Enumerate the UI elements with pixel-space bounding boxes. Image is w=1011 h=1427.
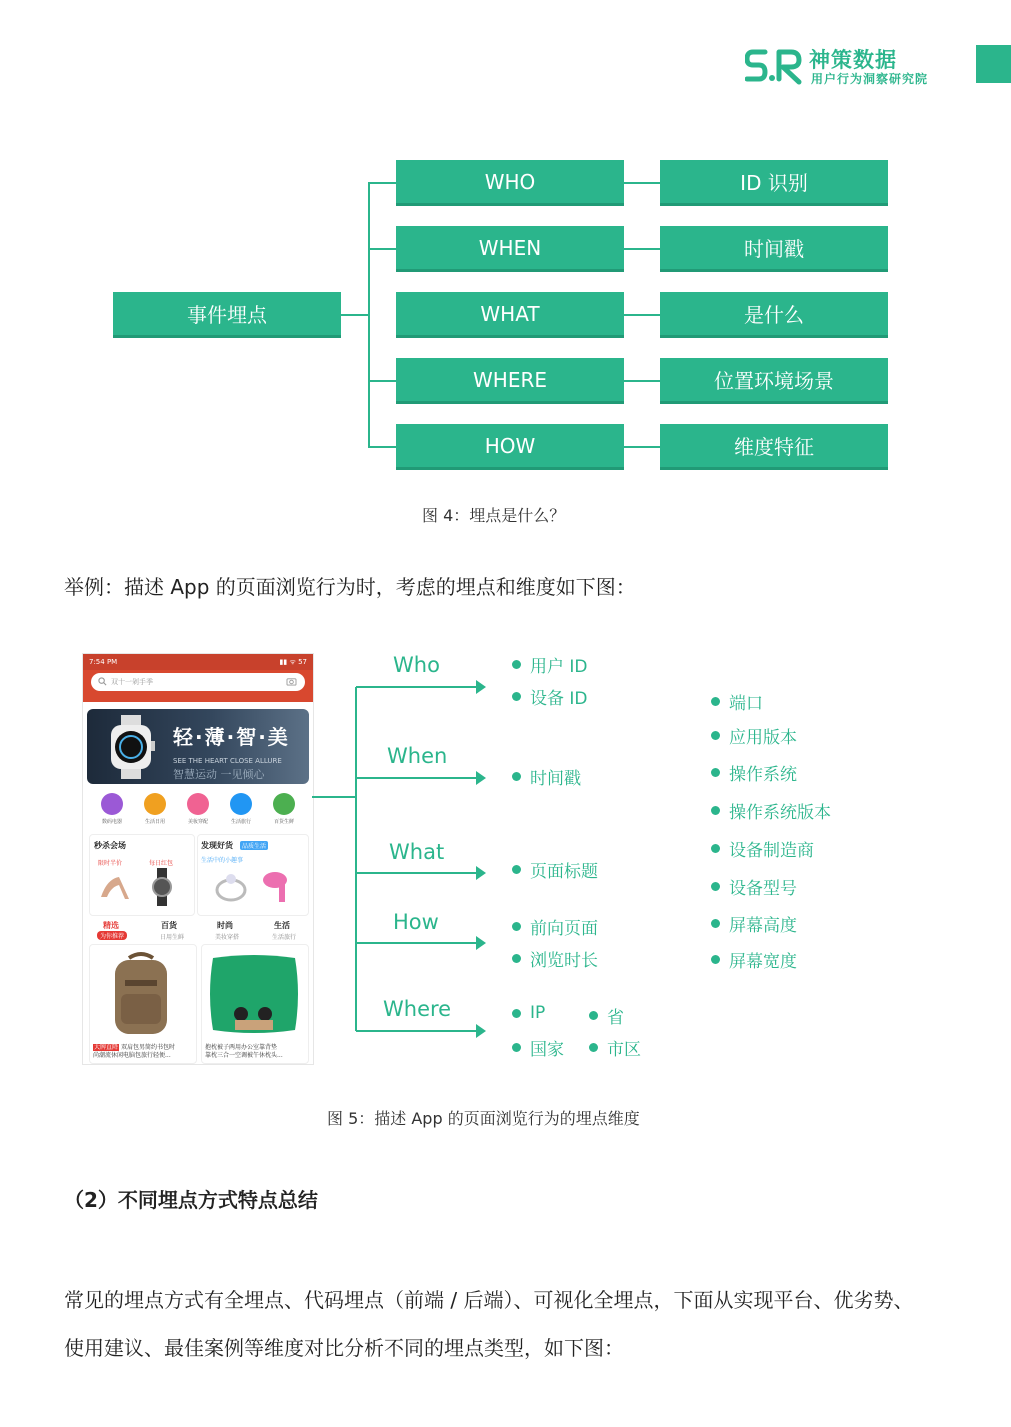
tab-fashion-sub: 美妆穿搭 — [215, 934, 240, 941]
node-id-identify: ID 识别 — [660, 160, 888, 206]
node-where: WHERE — [396, 358, 624, 404]
high-heel-icon — [97, 869, 133, 905]
item-text: 端口 — [729, 694, 763, 714]
item-text: 设备 ID — [530, 689, 588, 709]
beauty-icon — [187, 793, 209, 815]
item-page-title — [512, 857, 598, 882]
ring-icon — [213, 870, 249, 904]
tab-featured-sub: 为你推荐 — [97, 931, 127, 940]
root-node-box: 事件埋点 — [113, 292, 341, 338]
product-1-title — [93, 1044, 175, 1052]
bullet-dot — [589, 1043, 598, 1052]
brand-name: 神策数据 — [809, 48, 897, 72]
connector-line — [368, 380, 397, 382]
node-timestamp: 时间戳 — [660, 226, 888, 272]
section-heading: （2）不同埋点方式特点总结 — [64, 1188, 318, 1212]
flash-sale-b: 每日红包 — [149, 860, 174, 867]
intro-paragraph: 举例：描述 App 的页面浏览行为时，考虑的埋点和维度如下图： — [64, 575, 636, 599]
bullet-dot — [512, 1009, 521, 1018]
dimension-manufacturer — [711, 836, 814, 861]
dimension-port — [711, 689, 763, 714]
item-country — [512, 1035, 564, 1060]
product-1-line1: 双肩包男简约书包时 — [120, 1044, 175, 1051]
bullet-dot — [512, 1043, 521, 1052]
bullet-dot — [512, 772, 521, 781]
node-how: HOW — [396, 424, 624, 470]
find-goods-badge: 品质生活 — [242, 843, 267, 850]
item-text: 屏幕高度 — [729, 916, 797, 936]
item-ip — [512, 1003, 545, 1023]
item-referrer-page — [512, 914, 598, 939]
hair-dryer-icon — [261, 868, 297, 904]
tab-fashion: 时尚 — [217, 921, 233, 930]
item-text: 页面标题 — [530, 862, 598, 882]
bullet-dot — [711, 844, 720, 853]
icon-label: 生活旅行 — [230, 819, 251, 825]
dimension-screen-height — [711, 911, 797, 936]
category-when: When — [387, 744, 448, 768]
item-text: 设备型号 — [729, 879, 797, 899]
bullet-dot — [711, 768, 720, 777]
dimension-app-version — [711, 723, 797, 748]
connector-line — [624, 182, 660, 184]
tab-general: 百货 — [161, 921, 177, 930]
node-when: WHEN — [396, 226, 624, 272]
category-how: How — [393, 910, 439, 934]
brand-subtitle: 用户行为洞察研究院 — [811, 72, 929, 86]
connector-line — [368, 182, 370, 447]
bullet-dot — [512, 660, 521, 669]
item-text: 设备制造商 — [729, 841, 814, 861]
icon-label: 百货生鲜 — [273, 819, 294, 825]
brand-logo-icon — [745, 44, 803, 88]
find-goods-title: 发现好货 — [201, 841, 233, 850]
section-paragraph-line-1: 常见的埋点方式有全埋点、代码埋点（前端 / 后端）、可视化全埋点，下面从实现平台、优劣势、 — [64, 1288, 914, 1312]
node-what: WHAT — [396, 292, 624, 338]
bullet-dot — [711, 955, 720, 964]
item-text: IP — [530, 1003, 546, 1023]
figure-4-caption: 图 4：埋点是什么？ — [422, 506, 566, 525]
flash-sale-a: 限时半价 — [98, 860, 123, 867]
corner-accent-block — [976, 45, 1011, 83]
item-text: 操作系统 — [729, 765, 797, 785]
item-device-id — [512, 684, 588, 709]
wristwatch-icon — [147, 868, 177, 906]
bullet-dot — [711, 697, 720, 706]
find-goods-subtitle: 生活中的小趣事 — [201, 857, 244, 864]
product-2-line2: 靠枕三合一空调被午休枕头... — [205, 1052, 283, 1059]
bullet-dot — [512, 692, 521, 701]
item-province — [589, 1003, 624, 1028]
bullet-dot — [512, 922, 521, 931]
banner-title: 轻·薄·智·美 — [173, 725, 290, 749]
fresh-icon — [273, 793, 295, 815]
item-text: 省 — [607, 1008, 624, 1028]
pillow-icon — [209, 952, 299, 1036]
smartwatch-icon — [105, 715, 157, 779]
category-what: What — [389, 840, 445, 864]
tab-life: 生活 — [274, 921, 290, 930]
icon-label: 生活日用 — [144, 819, 165, 825]
connector-line — [624, 380, 660, 382]
icon-label: 数码电器 — [101, 819, 122, 825]
connector-line — [368, 182, 397, 184]
category-where: Where — [383, 997, 452, 1021]
bullet-dot — [512, 954, 521, 963]
icon-label: 美妆穿配 — [187, 819, 208, 825]
node-location: 位置环境场景 — [660, 358, 888, 404]
connector-line — [341, 314, 369, 316]
product-2-line1: 抱枕被子两用办公室靠背垫 — [205, 1044, 278, 1051]
item-text: 前向页面 — [530, 919, 598, 939]
banner-subtitle: SEE THE HEART CLOSE ALLURE — [173, 757, 282, 765]
search-placeholder: 双十一剁手季 — [111, 678, 153, 686]
bullet-dot — [512, 865, 521, 874]
tab-life-sub: 生活旅行 — [272, 934, 297, 941]
item-city — [589, 1035, 641, 1060]
node-dimension: 维度特征 — [660, 424, 888, 470]
flash-sale-title: 秒杀会场 — [94, 841, 126, 850]
status-icons: ▮▮ ᯤ 57 — [279, 657, 307, 666]
phone-search-bar — [91, 673, 305, 691]
item-text: 应用版本 — [729, 728, 797, 748]
bullet-dot — [711, 919, 720, 928]
camera-icon — [286, 677, 297, 686]
product-1-line2: 尚潮流休闲电脑包旅行轻便... — [93, 1052, 171, 1059]
item-text: 市区 — [607, 1040, 641, 1060]
tab-general-sub: 日用生鲜 — [160, 934, 185, 941]
backpack-icon — [101, 950, 181, 1040]
banner-slogan: 智慧运动 一见倾心 — [173, 768, 265, 781]
item-text: 国家 — [530, 1040, 564, 1060]
item-view-duration — [512, 946, 598, 971]
phone-status-bar — [83, 654, 313, 670]
item-user-id — [512, 652, 588, 677]
figure-5-caption: 图 5：描述 App 的页面浏览行为的埋点维度 — [327, 1109, 640, 1128]
phone-screenshot — [82, 653, 314, 1065]
category-who: Who — [393, 653, 440, 677]
item-text: 用户 ID — [530, 657, 588, 677]
search-icon — [98, 677, 107, 686]
phone-banner — [87, 709, 309, 784]
item-timestamp — [512, 764, 581, 789]
connector-line — [624, 248, 660, 250]
bullet-dot — [711, 731, 720, 740]
connector-line — [624, 446, 660, 448]
daily-icon — [144, 793, 166, 815]
connector-line — [624, 314, 660, 316]
dimension-device-model — [711, 874, 797, 899]
dimension-os-version — [711, 798, 831, 823]
product-1-tag: 大牌直降 — [94, 1044, 119, 1051]
digital-icon — [101, 793, 123, 815]
item-text: 屏幕宽度 — [729, 952, 797, 972]
travel-icon — [230, 793, 252, 815]
dimension-os — [711, 760, 797, 785]
bullet-dot — [711, 806, 720, 815]
item-text: 浏览时长 — [530, 951, 598, 971]
item-text: 时间戳 — [530, 769, 581, 789]
bullet-dot — [711, 882, 720, 891]
dimension-screen-width — [711, 947, 797, 972]
bullet-dot — [589, 1011, 598, 1020]
connector-line — [368, 248, 397, 250]
connector-line — [368, 446, 397, 448]
node-who: WHO — [396, 160, 624, 206]
status-time: 7:54 PM — [89, 658, 118, 666]
tab-featured: 精选 — [103, 921, 119, 930]
section-paragraph-line-2: 使用建议、最佳案例等维度对比分析不同的埋点类型，如下图： — [64, 1336, 624, 1360]
node-what-is: 是什么 — [660, 292, 888, 338]
item-text: 操作系统版本 — [729, 803, 831, 823]
